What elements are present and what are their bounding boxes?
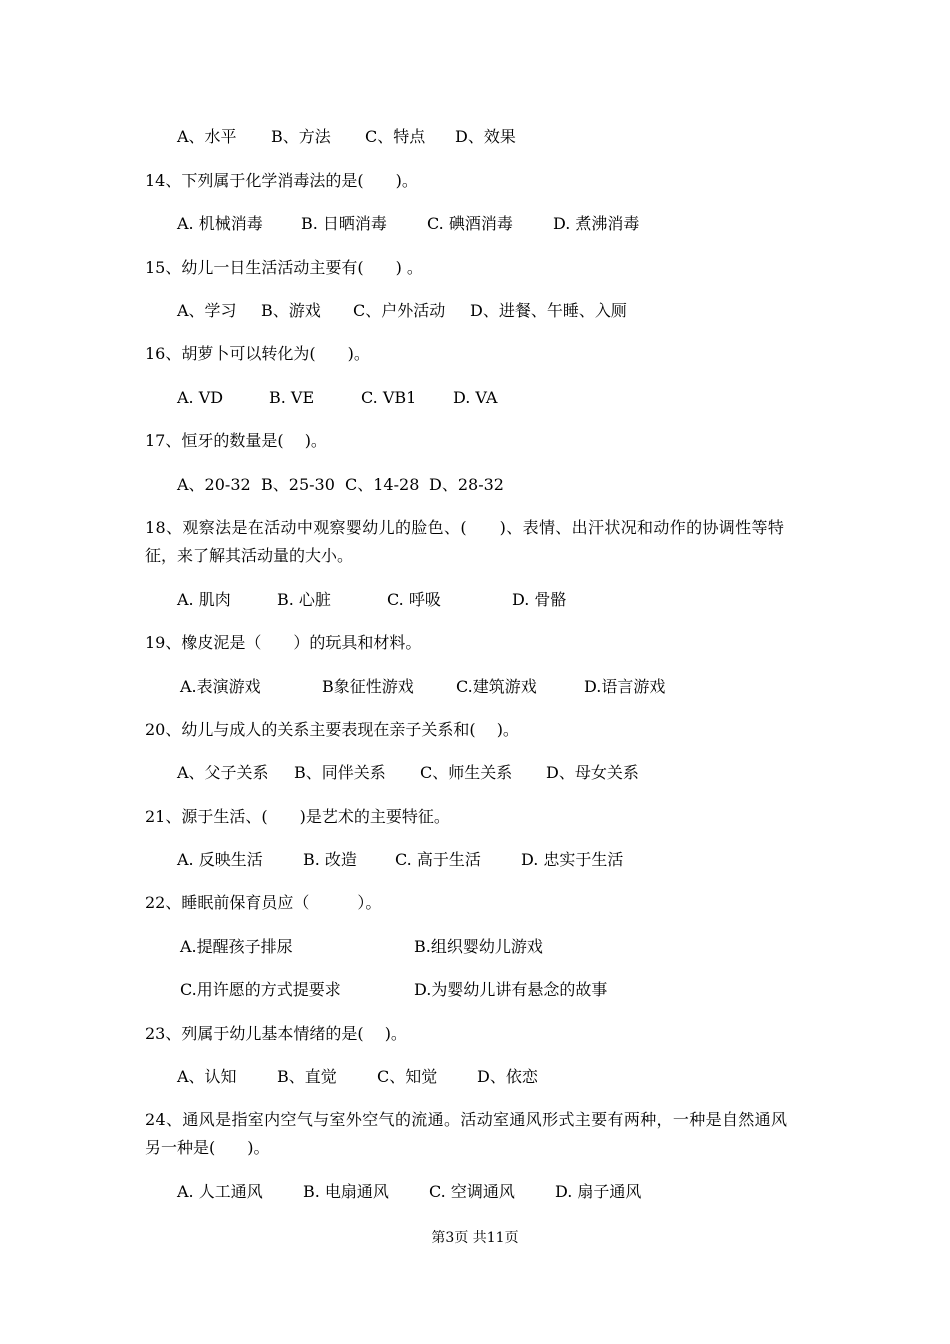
option-b: B. 电扇通风: [303, 1182, 389, 1201]
option-b: B、游戏: [261, 301, 321, 320]
question-14-options: [177, 214, 639, 234]
option-d: D. VA: [453, 388, 498, 407]
question-15-options: [177, 301, 627, 321]
question-22-options-row2: [180, 980, 607, 1000]
question-19-options: [180, 677, 665, 697]
option-d: D. 忠实于生活: [521, 850, 624, 869]
option-d: D.为婴幼儿讲有悬念的故事: [414, 980, 608, 999]
option-b: B、25-30: [261, 475, 335, 494]
question-14-stem: 14、下列属于化学消毒法的是( )。: [145, 171, 418, 190]
option-b: B. 心脏: [277, 590, 331, 609]
option-a: A、20-32: [177, 475, 251, 494]
option-d: D. 扇子通风: [555, 1182, 642, 1201]
option-c: C. 呼吸: [387, 590, 441, 609]
question-17-options: [177, 475, 504, 495]
option-a: A、认知: [177, 1067, 237, 1086]
option-b: B、同伴关系: [294, 763, 386, 782]
option-a: A.表演游戏: [180, 677, 261, 696]
question-20-stem: 20、幼儿与成人的关系主要表现在亲子关系和( )。: [145, 720, 519, 739]
option-c: C. 高于生活: [395, 850, 481, 869]
option-b: B. 日晒消毒: [301, 214, 387, 233]
option-b: B象征性游戏: [322, 677, 414, 696]
question-23-stem: 23、列属于幼儿基本情绪的是( )。: [145, 1024, 407, 1043]
option-d: D、28-32: [429, 475, 504, 494]
option-b: B. VE: [269, 388, 315, 407]
question-18-stem-line1: 18、观察法是在活动中观察婴幼儿的脸色、( )、表情、出汗状况和动作的协调性等特: [145, 518, 785, 537]
option-b: B、方法: [271, 127, 331, 146]
option-b: B、直觉: [277, 1067, 337, 1086]
option-d: D. 骨骼: [512, 590, 567, 609]
option-b: B.组织婴幼儿游戏: [414, 937, 543, 956]
question-22-options-row1: [180, 937, 543, 957]
question-18-options: [177, 590, 566, 610]
question-15-stem: 15、幼儿一日生活活动主要有( ) 。: [145, 258, 423, 277]
option-c: C. 碘酒消毒: [427, 214, 513, 233]
question-16-stem: 16、胡萝卜可以转化为( )。: [145, 344, 370, 363]
option-c: C、师生关系: [420, 763, 513, 782]
option-d: D、进餐、午睡、入厕: [470, 301, 627, 320]
question-22-stem: 22、睡眠前保育员应（ ）。: [145, 893, 382, 912]
option-a: A、父子关系: [177, 763, 269, 782]
question-19-stem: 19、橡皮泥是（ ）的玩具和材料。: [145, 633, 422, 652]
option-c: C、14-28: [345, 475, 420, 494]
option-a: A. 人工通风: [177, 1182, 263, 1201]
question-23-options: [177, 1067, 538, 1087]
question-21-stem: 21、源于生活、( )是艺术的主要特征。: [145, 807, 450, 826]
option-a: A. 反映生活: [177, 850, 263, 869]
question-17-stem: 17、恒牙的数量是( )。: [145, 431, 327, 450]
question-24-options: [177, 1182, 641, 1202]
question-16-options: [177, 388, 497, 408]
option-a: A、学习: [177, 301, 237, 320]
option-d: D、母女关系: [546, 763, 639, 782]
question-24-stem-line1: 24、通风是指室内空气与室外空气的流通。活动室通风形式主要有两种，一种是自然通风: [145, 1110, 788, 1129]
question-20-options: [177, 763, 639, 783]
option-a: A. 肌肉: [177, 590, 231, 609]
option-c: C.用许愿的方式提要求: [180, 980, 341, 999]
option-d: D. 煮沸消毒: [553, 214, 640, 233]
question-21-options: [177, 850, 623, 870]
option-c: C、户外活动: [353, 301, 446, 320]
option-d: D、依恋: [477, 1067, 538, 1086]
q13-options: [177, 127, 516, 147]
option-a: A.提醒孩子排尿: [180, 937, 293, 956]
question-18-stem-line2: 征，来了解其活动量的大小。: [145, 546, 354, 565]
option-b: B. 改造: [303, 850, 357, 869]
option-c: C.建筑游戏: [456, 677, 537, 696]
option-d: D、效果: [455, 127, 516, 146]
option-a: A、水平: [177, 127, 237, 146]
option-a: A. 机械消毒: [177, 214, 263, 233]
page-number-footer: 第3页 共11页: [431, 1230, 519, 1246]
question-24-stem-line2: 另一种是( )。: [145, 1138, 270, 1157]
option-c: C. VB1: [361, 388, 417, 407]
option-c: C、知觉: [377, 1067, 438, 1086]
option-d: D.语言游戏: [584, 677, 666, 696]
option-c: C. 空调通风: [429, 1182, 515, 1201]
option-c: C、特点: [365, 127, 426, 146]
option-a: A. VD: [177, 388, 224, 407]
